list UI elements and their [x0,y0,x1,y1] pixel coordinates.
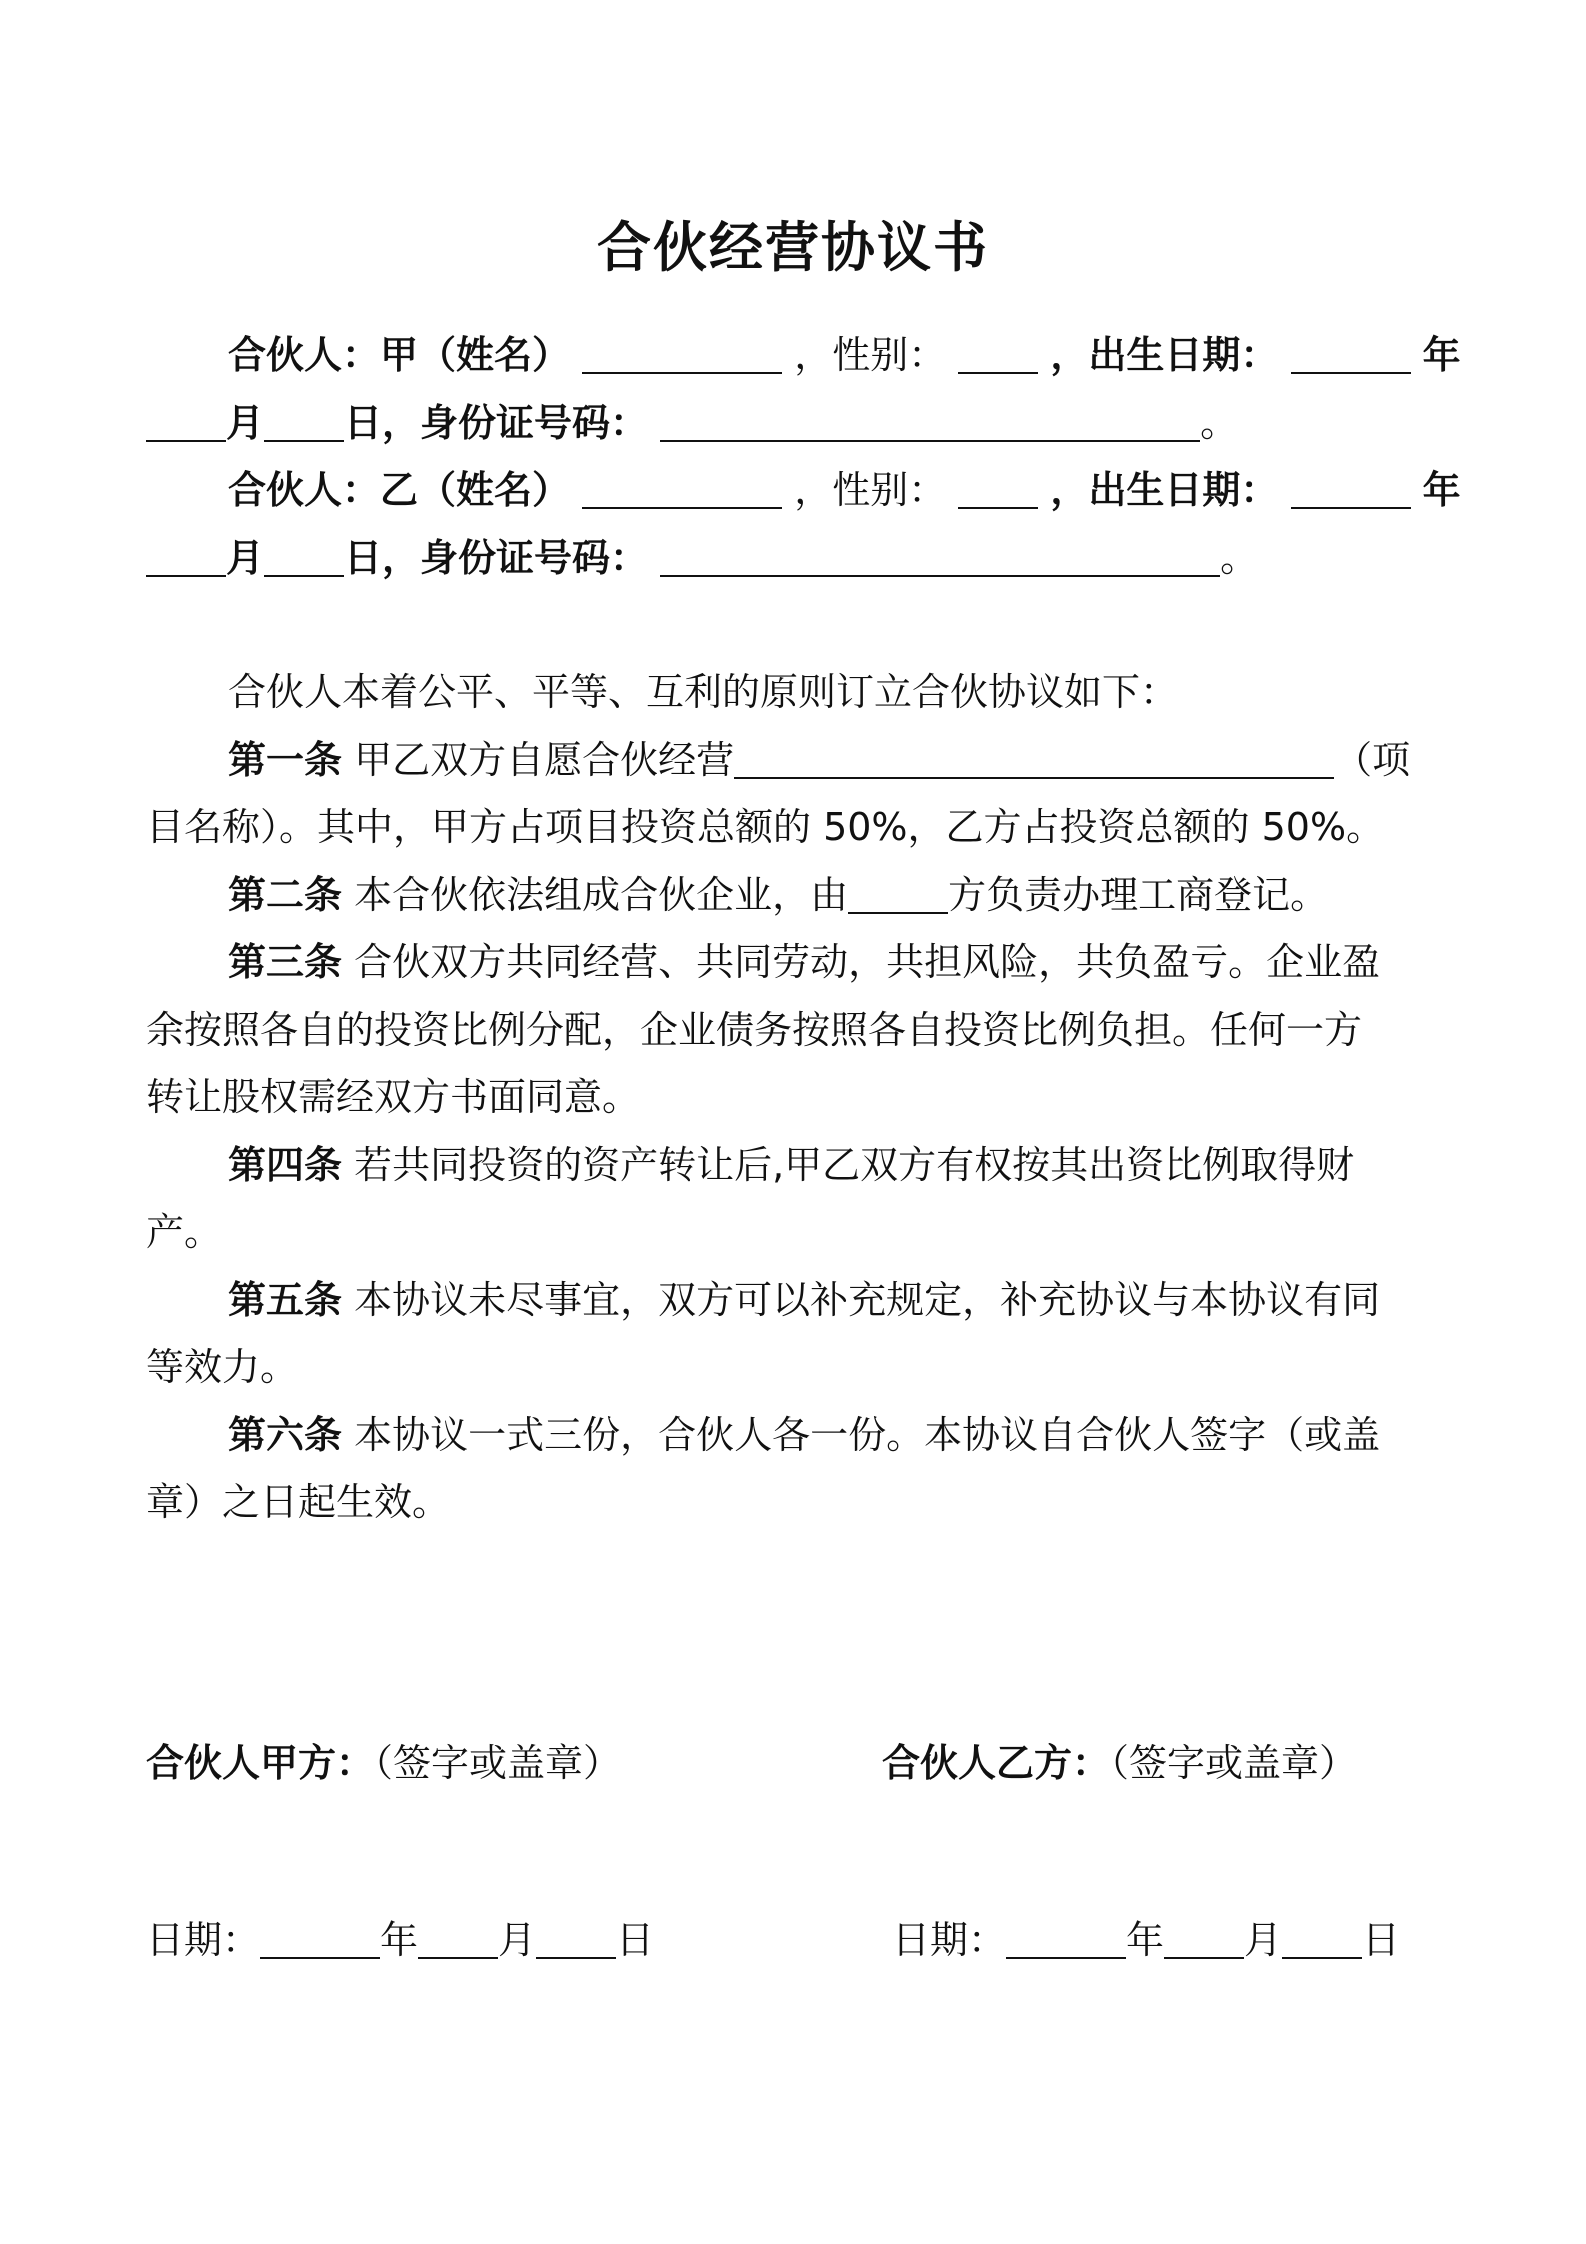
article-4-line-2: 产。 [146,1210,223,1254]
date-a-day: 日 [616,1918,655,1962]
date-a-label: 日期： [146,1918,261,1962]
date-a-month: 月 [498,1918,537,1962]
signature-date-b [892,1915,1400,1965]
article-2-line-1 [146,870,1538,920]
partner-a-line-2 [146,398,1456,448]
article-3-line-3: 转让股权需经双方书面同意。 [146,1075,641,1119]
article-5-label: 第五条 [228,1278,343,1322]
partner-a-end: 。 [1200,401,1239,445]
date-b-year-blank [1006,1917,1126,1959]
partner-b-name-blank [582,467,782,509]
signature-b-label: 合伙人乙方： [882,1741,1111,1785]
partner-b-end: 。 [1220,536,1259,580]
partner-b-month-blank [146,535,226,577]
intro-paragraph: 合伙人本着公平、平等、互利的原则订立合伙协议如下： [228,670,1179,714]
partner-a-month-blank [146,400,226,442]
article-2-text-1: 本合伙依法组成合伙企业，由 [342,873,849,917]
article-4-label: 第四条 [228,1143,343,1187]
signature-date-a [146,1915,654,1965]
partner-a-gender-label: ，性别： [794,333,947,377]
date-a-year: 年 [380,1918,419,1962]
article-4-text-1: 若共同投资的资产转让后,甲乙双方有权按其出资比例取得财 [342,1143,1355,1187]
article-3-label: 第三条 [228,940,343,984]
article-5-text-1: 本协议未尽事宜，双方可以补充规定，补充协议与本协议有同 [342,1278,1381,1322]
partner-a-birth-label: ，出生日期： [1050,333,1279,377]
date-b-label: 日期： [892,1918,1007,1962]
date-a-day-blank [536,1917,616,1959]
partner-b-day-label: 日，身份证号码： [344,536,649,580]
article-6-label: 第六条 [228,1413,343,1457]
project-name-blank [734,737,1334,779]
partner-b-line-1 [146,465,1538,515]
signature-b-note: （签字或盖章） [1110,1741,1358,1785]
signature-party-a [146,1738,621,1788]
article-4-line-1 [146,1140,1538,1190]
partner-a-year-label: 年 [1422,333,1461,377]
partner-b-year-blank [1291,467,1411,509]
article-6-line-1 [146,1410,1538,1460]
article-5-line-1 [146,1275,1538,1325]
partner-b-month-label: 月 [226,536,265,580]
article-1-text-2: （项 [1334,738,1411,782]
article-1-line-1 [146,735,1538,785]
date-b-day: 日 [1362,1918,1401,1962]
partner-b-birth-label: ，出生日期： [1050,468,1279,512]
registrar-party-blank [848,872,948,914]
partner-a-day-blank [264,400,344,442]
partner-b-gender-blank [958,467,1038,509]
partner-a-month-label: 月 [226,401,265,445]
article-1-line-2: 目名称）。其中，甲方占项目投资总额的 50%，乙方占投资总额的 50%。 [146,805,1385,849]
article-2-text-2: 方负责办理工商登记。 [948,873,1329,917]
partner-b-year-label: 年 [1422,468,1461,512]
partner-a-gender-blank [958,332,1038,374]
document-title: 合伙经营协议书 [597,216,989,279]
article-3-text-1: 合伙双方共同经营、共同劳动，共担风险，共负盈亏。企业盈 [342,940,1381,984]
article-6-text-1: 本协议一式三份，合伙人各一份。本协议自合伙人签字（或盖 [342,1413,1381,1457]
signature-a-label: 合伙人甲方： [146,1741,375,1785]
signature-party-b [882,1738,1357,1788]
article-3-line-2: 余按照各自的投资比例分配，企业债务按照各自投资比例负担。任何一方 [146,1008,1363,1052]
date-b-year: 年 [1126,1918,1165,1962]
date-b-month: 月 [1244,1918,1283,1962]
partner-a-prefix: 合伙人：甲（姓名） [228,333,571,377]
date-a-year-blank [260,1917,380,1959]
date-a-month-blank [418,1917,498,1959]
date-b-day-blank [1282,1917,1362,1959]
partner-b-gender-label: ，性别： [794,468,947,512]
partner-b-day-blank [264,535,344,577]
signature-a-note: （签字或盖章） [374,1741,622,1785]
article-2-label: 第二条 [228,873,343,917]
article-1-label: 第一条 [228,738,343,782]
article-1-text-1: 甲乙双方自愿合伙经营 [342,738,735,782]
partner-a-name-blank [582,332,782,374]
date-b-month-blank [1164,1917,1244,1959]
partner-a-id-blank [660,400,1200,442]
article-6-line-2: 章）之日起生效。 [146,1480,451,1524]
article-5-line-2: 等效力。 [146,1345,299,1389]
partner-a-line-1 [146,330,1538,380]
partner-a-day-label: 日，身份证号码： [344,401,649,445]
partner-b-prefix: 合伙人：乙（姓名） [228,468,571,512]
partner-b-id-blank [660,535,1220,577]
article-3-line-1 [146,937,1538,987]
partner-a-year-blank [1291,332,1411,374]
partner-b-line-2 [146,533,1456,583]
